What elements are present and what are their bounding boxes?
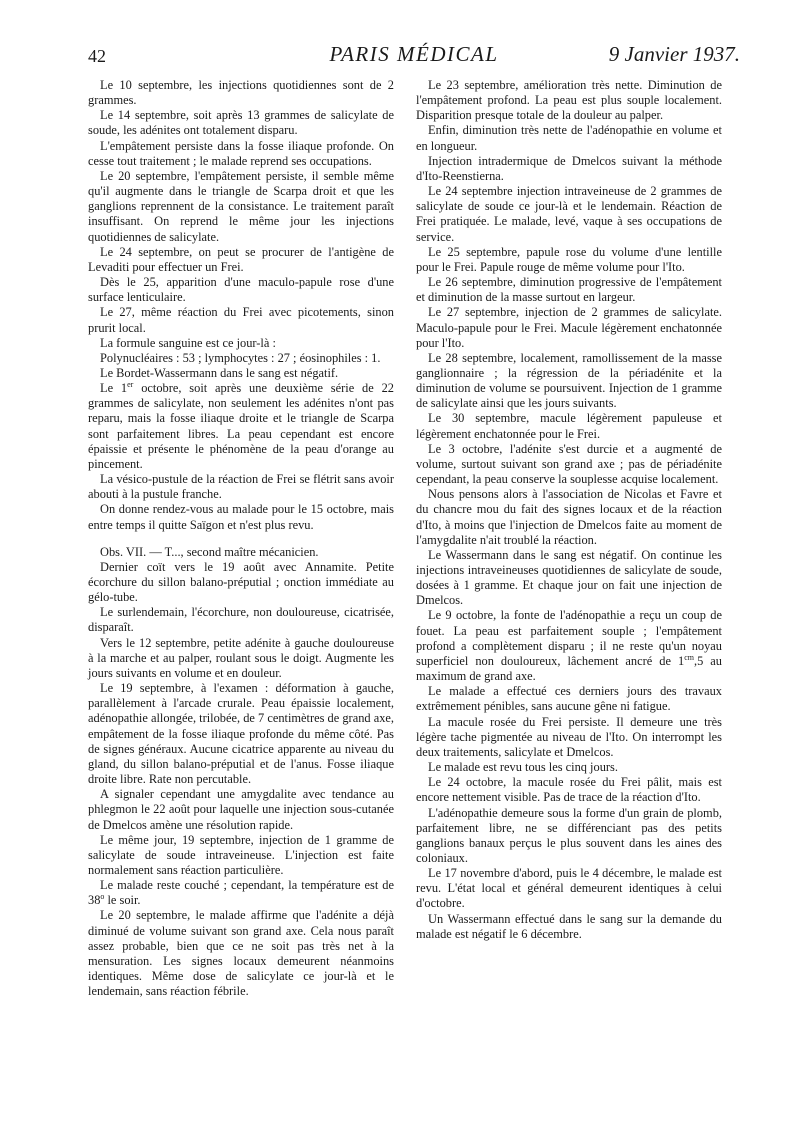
paragraph-text: octobre, soit après une deuxième série de 22 grammes de salicylate, non seulement les adénites n'ont pas reparu, mais la fosse iliaque droite et le triangle de Scarpa sont parfaitement libres. La peau cependant est encore épaissie et présente le phénomène de la peau d'orange au pincement.: [88, 381, 394, 471]
paragraph-text: ,5 au maximum de grand axe.: [416, 653, 722, 684]
paragraph: L'adénopathie demeure sous la forme d'un grain de plomb, parfaitement libre, ne se différenciant pas des petits ganglions banaux perçus le plus souvent dans les aines des coloniaux.: [416, 805, 722, 865]
paragraph: Dernier coït vers le 19 août avec Annamite. Petite écorchure du sillon balano-préputial ; onction immédiate au gélo-tube.: [88, 559, 394, 605]
paragraph: Le malade est revu tous les cinq jours.: [428, 760, 618, 775]
paragraph: Le 10 septembre, les injections quotidiennes sont de 2 grammes.: [88, 78, 394, 108]
paragraph: Le 24 octobre, la macule rosée du Frei pâlit, mais est encore nettement visible. Pas de trace de la réaction d'Ito.: [416, 775, 722, 805]
paragraph: [88, 878, 394, 908]
right-column: [416, 78, 722, 942]
paragraph: Obs. VII. — T..., second maître mécanicien.: [100, 544, 319, 559]
journal-title: PARIS MÉDICAL: [329, 42, 499, 66]
paragraph-text: Le 1: [100, 381, 128, 396]
paragraph: Le 20 septembre, l'empâtement persiste, il semble même qu'il augmente dans le triangle de Scarpa droit et que les ganglions reprennent de la consistance. Le traitement paraît insuffisant. On reprend le même jour les injections quotidiennes de salicylate.: [88, 168, 394, 244]
paragraph: Le 14 septembre, soit après 13 grammes de salicylate de soude, les adénites ont totalement disparu.: [88, 108, 394, 138]
paragraph: Le 28 septembre, localement, ramollissement de la masse ganglionnaire ; la régression de la périadénite et la diminution de volume se poursuivent. Injection de 1 gramme de salicylate ainsi que les jours suivants.: [416, 350, 722, 411]
paragraph: Enfin, diminution très nette de l'adénopathie en volume et en longueur.: [416, 123, 722, 153]
paragraph: La formule sanguine est ce jour-là :: [100, 335, 276, 350]
paragraph: A signaler cependant une amygdalite avec tendance au phlegmon le 22 août pour laquelle une injection sous-cutanée de Dmelcos amène une résolution rapide.: [88, 787, 394, 832]
paragraph: L'empâtement persiste dans la fosse iliaque profonde. On cesse tout traitement ; le malade reprend ses occupations.: [88, 138, 394, 168]
paragraph-text: Le 9 octobre, la fonte de l'adénopathie a reçu un coup de fouet. La peau est parfaitement souple ; l'empâtement profond a complètement disparu ; il ne reste qu'un noyau superficiel non douloureux, lâchement ancré de 1: [416, 608, 722, 668]
paragraph: Le 27 septembre, injection de 2 grammes de salicylate. Maculo-papule pour le Frei. Macule légèrement enchatonnée pour l'Ito.: [416, 305, 722, 350]
paragraph: Un Wassermann effectué dans le sang sur la demande du malade est négatif le 6 décembre.: [416, 911, 722, 941]
paragraph: Polynucléaires : 53 ; lymphocytes : 27 ; éosinophiles : 1.: [100, 350, 381, 365]
paragraph: On donne rendez-vous au malade pour le 15 octobre, mais entre temps il quitte Saïgon et n'est plus revu.: [88, 502, 394, 532]
paragraph: Le 26 septembre, diminution progressive de l'empâtement et diminution de la masse surtout en largeur.: [416, 275, 722, 305]
paragraph: [88, 381, 394, 472]
paragraph: [416, 608, 722, 684]
paragraph: Le 27, même réaction du Frei avec picotements, sinon prurit local.: [88, 305, 394, 335]
paragraph: Le 24 septembre, on peut se procurer de l'antigène de Levaditi pour effectuer un Frei.: [88, 244, 394, 274]
paragraph: Le 24 septembre injection intraveineuse de 2 grammes de salicylate de soude ce jour-là et le lendemain. Réaction de Frei pratiquée. Le malade, levé, vaque à ses occupations de service.: [416, 184, 722, 244]
paragraph: La macule rosée du Frei persiste. Il demeure une très légère tache pigmentée au niveau de l'Ito. On interrompt les deux traitements, salicylate et Dmelcos.: [416, 714, 722, 759]
paragraph: Le malade a effectué ces derniers jours des travaux extrêmement pénibles, sans aucune gêne ni fatigue.: [416, 684, 722, 714]
paragraph: Le surlendemain, l'écorchure, non douloureuse, cicatrisée, disparaît.: [88, 605, 394, 635]
issue-date: 9 Janvier 1937.: [608, 42, 740, 66]
superscript: o: [100, 892, 105, 902]
paragraph: Le 3 octobre, l'adénite s'est durcie et a augmenté de volume, surtout suivant son grand axe ; pas de périadénite cependant, la peau conserve la souplesse acquise localement.: [416, 441, 722, 487]
paragraph: Dès le 25, apparition d'une maculo-papule rose d'une surface lenticulaire.: [88, 275, 394, 305]
paragraph-text: le soir.: [104, 893, 141, 908]
paragraph: Vers le 12 septembre, petite adénite à gauche douloureuse à la marche et au palper, roulant sous le doigt. Augmente les jours suivants en volume et en douleur.: [88, 635, 394, 680]
paragraph: Le 17 novembre d'abord, puis le 4 décembre, le malade est revu. L'état local et général demeurent identiques à celui d'octobre.: [416, 866, 722, 911]
paragraph: Injection intradermique de Dmelcos suivant la méthode d'Ito-Reenstierna.: [416, 153, 722, 183]
paragraph: Le 23 septembre, amélioration très nette. Diminution de l'empâtement profond. La peau est plus souple localement. Disparition presque totale de la douleur au palper.: [416, 78, 722, 123]
running-header: [88, 42, 740, 72]
paragraph: Le 25 septembre, papule rose du volume d'une lentille pour le Frei. Papule rouge de même volume pour l'Ito.: [416, 244, 722, 274]
paragraph: Le même jour, 19 septembre, injection de 1 gramme de salicylate de soude intraveineuse. L'injection est faite normalement sans réaction particulière.: [88, 832, 394, 877]
paragraph: Le Wassermann dans le sang est négatif. On continue les injections intraveineuses quotidiennes de salicylate de soude, dosées à 1 gramme. Et chaque jour on fait une injection de Dmelcos.: [416, 547, 722, 608]
superscript: cm: [684, 652, 694, 662]
paragraph: Le 30 septembre, macule légèrement papuleuse et légèrement enchatonnée pour le Frei.: [416, 411, 722, 441]
paragraph: Nous pensons alors à l'association de Nicolas et Favre et du chancre mou du fait des signes locaux et de la réaction d'Ito, à moins que l'injection de Dmelcos faite au moment de l'amygdalite n'ait troublé la réaction.: [416, 487, 722, 547]
paragraph: Le 19 septembre, à l'examen : déformation à gauche, parallèlement à l'arcade crurale. Peau épaissie localement, adénopathie allongée, trilobée, de 7 centimètres de grand axe, empâtement de la fosse iliaque profonde du même côté. Pas de signes généraux. Aucune cicatrice apparente au niveau du gland, du sillon balano-préputial et de l'anus. Fosse iliaque droite libre. Rate non percutable.: [88, 681, 394, 787]
paragraph: Le 20 septembre, le malade affirme que l'adénite a déjà diminué de volume suivant son grand axe. Cela nous paraît assez probable, bien que ce ne soit pas très net à la mensuration. Les signes locaux demeurent néanmoins identiques. Même dose de salicylate ce jour-là et le lendemain, sans réaction fébrile.: [88, 908, 394, 999]
paragraph: La vésico-pustule de la réaction de Frei se flétrit sans avoir abouti à la pustule franche.: [88, 472, 394, 502]
left-column: [88, 78, 394, 999]
page-number: 42: [88, 46, 106, 66]
superscript: er: [127, 380, 134, 389]
paragraph: Le Bordet-Wassermann dans le sang est négatif.: [100, 365, 339, 380]
paragraph-text: Le malade reste couché ; cependant, la température est de 38: [88, 878, 394, 908]
